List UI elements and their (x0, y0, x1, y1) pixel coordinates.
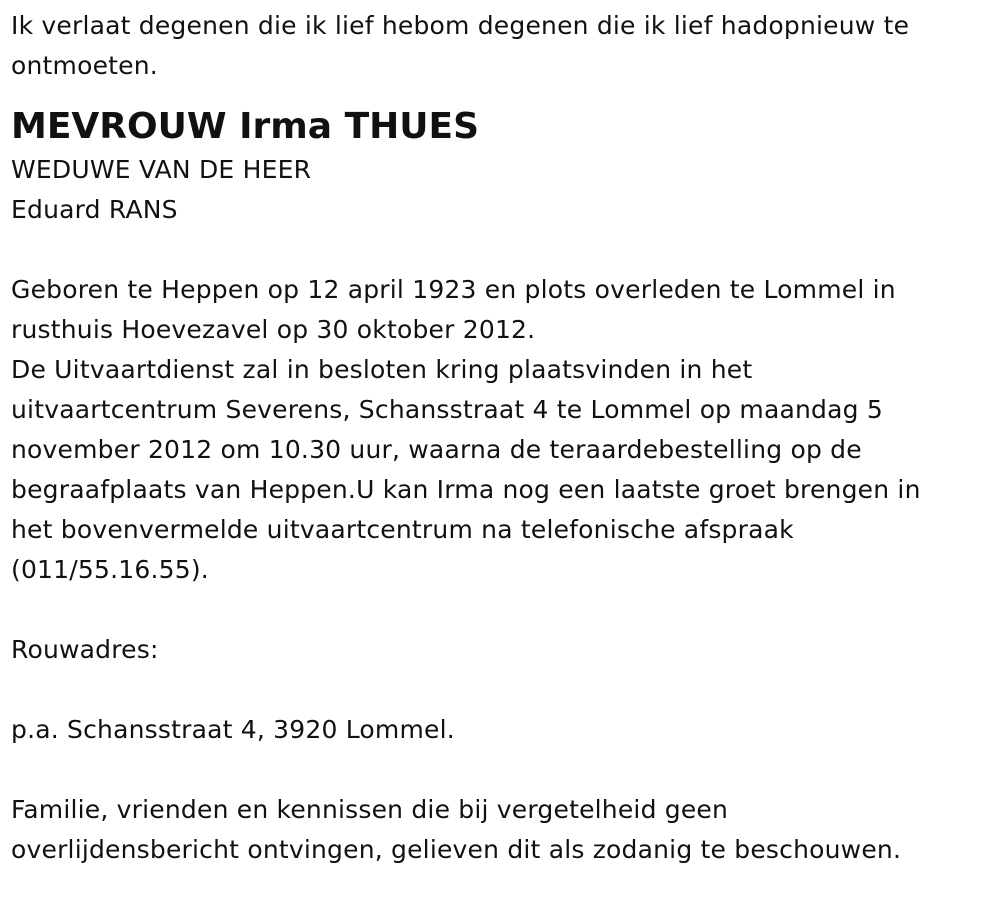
spacer (11, 750, 1000, 790)
announcement-line: het bovenvermelde uitvaartcentrum na telefonische afspraak (11, 515, 794, 544)
quote-block (11, 6, 1000, 86)
announcement-line: De Uitvaartdienst zal in besloten kring plaatsvinden in het (11, 355, 753, 384)
spacer (11, 670, 1000, 710)
relation-label: WEDUWE VAN DE HEER (11, 155, 312, 184)
spacer (11, 590, 1000, 630)
announcement-line: rusthuis Hoevezavel op 30 oktober 2012. (11, 315, 536, 344)
spouse-name: Eduard RANS (11, 195, 178, 224)
announcement-line: begraafplaats van Heppen.U kan Irma nog een laatste groet brengen in (11, 475, 921, 504)
spacer (11, 230, 1000, 270)
quote-line: ontmoeten. (11, 51, 158, 80)
quote-line: Ik verlaat degenen die ik lief hebom degenen die ik lief hadopnieuw te (11, 11, 910, 40)
deceased-block (11, 106, 1000, 230)
mourning-address-label: Rouwadres: (11, 635, 159, 664)
mourning-address-block (11, 630, 1000, 750)
mourning-address: p.a. Schansstraat 4, 3920 Lommel. (11, 715, 455, 744)
announcement-line: Geboren te Heppen op 12 april 1923 en plots overleden te Lommel in (11, 275, 896, 304)
closing-line: Familie, vrienden en kennissen die bij vergetelheid geen (11, 795, 729, 824)
deceased-name: MEVROUW Irma THUES (11, 106, 479, 147)
announcement-line: uitvaartcentrum Severens, Schansstraat 4 te Lommel op maandag 5 (11, 395, 883, 424)
closing-block (11, 790, 1000, 870)
closing-line: overlijdensbericht ontvingen, gelieven dit als zodanig te beschouwen. (11, 835, 902, 864)
announcement-line: november 2012 om 10.30 uur, waarna de teraardebestelling op de (11, 435, 862, 464)
announcement-line: (011/55.16.55). (11, 555, 209, 584)
announcement-block (11, 270, 1000, 590)
